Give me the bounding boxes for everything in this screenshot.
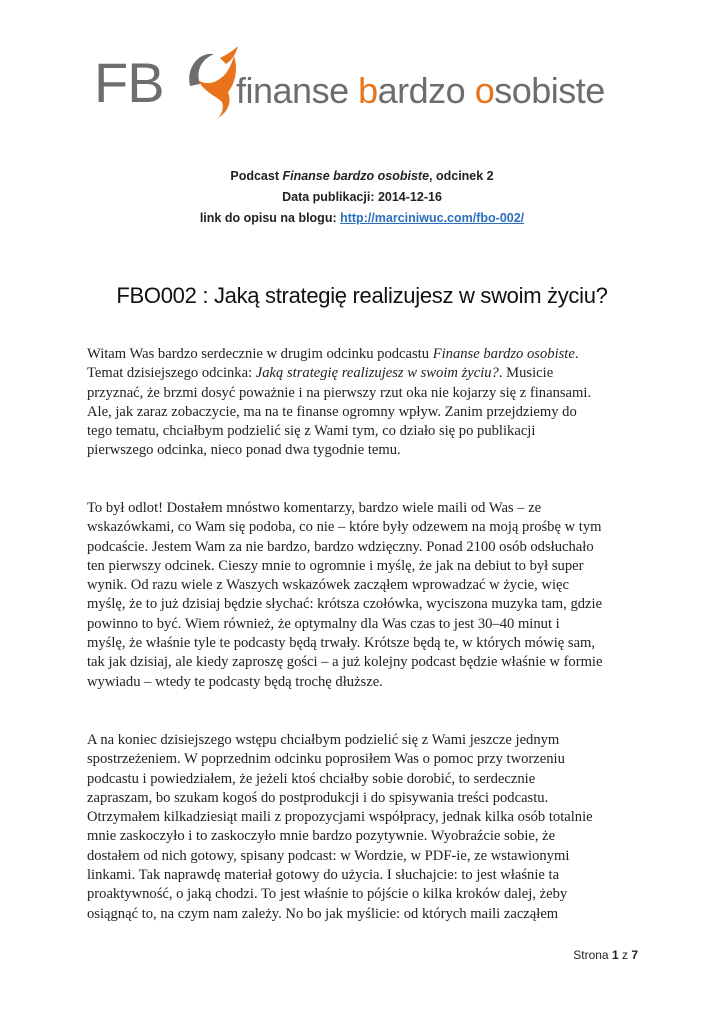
paragraph-line: przyznać, że brzmi dosyć poważnie i na pierwszy rzut oka nie kojarzy się z finansami.: [87, 384, 592, 401]
paragraph-line: tego tematu, chciałbym podzielić się z Wami tym, co działo się po publikacji: [87, 423, 536, 440]
paragraph-line: Ale, jak zaraz zobaczycie, ma na te finanse ogromny wpływ. Zanim przejdziemy do: [87, 403, 577, 420]
logo-wordmark: finanse bardzo osobiste: [236, 70, 605, 111]
publication-date: Data publikacji: 2014-12-16: [282, 190, 442, 204]
paragraph-line: wywiadu – wtedy te podcasty będą trochę dłuższe.: [87, 673, 383, 690]
paragraph-3: [87, 731, 647, 924]
paragraph-line: A na koniec dzisiejszego wstępu chciałbym podzielić się z Wami jeszcze jednym: [87, 732, 560, 748]
paragraph-1: [87, 345, 647, 461]
paragraph-line: Otrzymałem kilkadziesiąt maili z propozycjami współpracy, jednak kilka osób totalnie: [87, 809, 593, 826]
bird-logo-icon: [184, 46, 240, 118]
blog-link[interactable]: http://marciniwuc.com/fbo-002/: [340, 211, 525, 225]
paragraph-line: podcaście. Jestem Wam za nie bardzo, bardzo wdzięczny. Ponad 2100 osób odsłuchało: [87, 538, 594, 555]
paragraph-line: powinno to być. Wiem również, że optymalny dla Was czas to jest 30–40 minut i: [87, 615, 560, 632]
paragraph-line: Witam Was bardzo serdecznie w drugim odcinku podcastu Finanse bardzo osobiste.: [87, 346, 579, 362]
paragraph-line: myślę, że to już dzisiaj będzie słychać: krótsza czołówka, wyciszona muzyka tam, gdzie: [87, 596, 603, 613]
paragraph-line: zapraszam, bo szukam kogoś do postprodukcji i do spisywania treści podcastu.: [87, 789, 549, 806]
logo-initials: FB: [94, 51, 164, 114]
paragraph-line: To był odlot! Dostałem mnóstwo komentarzy, bardzo wiele maili od Was – ze: [87, 500, 542, 516]
paragraph-line: osiągnąć to, na czym nam zależy. No bo jak myślicie: od których maili zacząłem: [87, 905, 559, 922]
paragraph-line: proaktywność, o jaką chodzi. To jest właśnie to pójście o kilka kroków dalej, żeby: [87, 886, 568, 903]
blog-link-line: link do opisu na blogu: http://marciniwuc.com/fbo-002/: [199, 211, 525, 225]
page-title: FBO002 : Jaką strategię realizujesz w swoim życiu?: [116, 283, 608, 308]
logo: [94, 46, 634, 122]
paragraph-line: wskazówkami, co Wam się podoba, co nie – które były odzewem na moją prośbę w tym: [87, 519, 602, 536]
paragraph-line: spostrzeżeniem. W poprzednim odcinku poprosiłem Was o pomoc przy tworzeniu: [87, 751, 565, 768]
paragraph-line: myślę, że właśnie tyle te podcasty będą trwały. Krótsze będą te, w których mówię sam,: [87, 635, 596, 652]
paragraph-line: mnie zaskoczyło i to zaskoczyło mnie bardzo pozytywnie. Wyobraźcie sobie, że: [87, 828, 556, 845]
paragraph-2: [87, 499, 647, 692]
paragraph-line: podcastu i powiedziałem, że jeżeli ktoś chciałby sobie dorobić, to serdecznie: [87, 770, 536, 787]
paragraph-line: wynik. Od razu wiele z Waszych wskazówek zacząłem wprowadzać w życie, więc: [87, 577, 569, 594]
paragraph-line: linkami. Tak naprawdę materiał gotowy do użycia. I słuchajcie: to jest właśnie ta: [87, 867, 560, 884]
paragraph-line: pierwszego odcinka, nieco ponad dwa tygodnie temu.: [87, 442, 401, 459]
podcast-meta: [0, 166, 724, 229]
paragraph-line: ten pierwszy odcinek. Cieszy mnie to ogromnie i myślę, że jak na debiut to był super: [87, 557, 584, 574]
paragraph-line: dostałem od nich gotowy, spisany podcast: w Wordzie, w PDF-ie, ze wstawionymi: [87, 847, 570, 864]
podcast-line: Podcast Finanse bardzo osobiste, odcinek 2: [230, 169, 494, 183]
paragraph-line: Temat dzisiejszego odcinka: Jaką strategię realizujesz w swoim życiu?. Musicie: [87, 365, 554, 382]
paragraph-line: tak jak dzisiaj, ale kiedy zaproszę gości – a już kolejny podcast będzie właśnie w formie: [87, 654, 603, 671]
page-number: Strona 1 z 7: [573, 948, 638, 962]
